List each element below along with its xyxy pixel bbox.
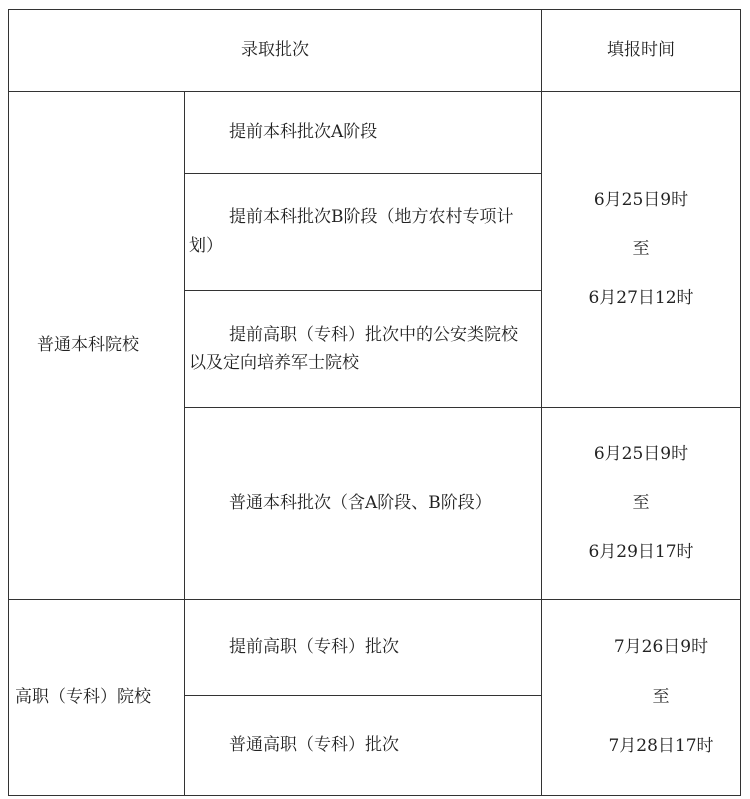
batch-label: 提前高职（专科）批次中的公安类院校以及定向培养军士院校 [189, 324, 518, 374]
batch-cell [185, 695, 542, 795]
batch-cell [185, 599, 542, 695]
time-start: 6月25日9时 [593, 189, 689, 210]
admission-schedule-table [8, 9, 741, 796]
table-row [9, 599, 741, 695]
batch-label: 提前本科批次B阶段（地方农村专项计划） [189, 207, 514, 257]
batch-cell [185, 92, 542, 174]
time-cell [542, 408, 741, 599]
category-undergraduate: 普通本科院校 [9, 92, 185, 600]
header-batch: 录取批次 [9, 10, 542, 92]
time-separator: 至 [632, 492, 650, 513]
time-cell [542, 92, 741, 408]
time-cell [542, 599, 741, 795]
time-start: 7月26日9时 [613, 637, 709, 658]
time-end: 7月28日17时 [608, 736, 714, 756]
batch-label: 提前本科批次A阶段 [229, 122, 378, 143]
category-vocational: 高职（专科）院校 [9, 599, 185, 795]
batch-label: 普通高职（专科）批次 [229, 734, 399, 755]
table-header-row [9, 10, 741, 92]
header-time: 填报时间 [542, 10, 741, 92]
time-end: 6月27日12时 [588, 288, 694, 309]
batch-cell [185, 174, 542, 291]
batch-label: 提前高职（专科）批次 [229, 636, 399, 657]
table-row [9, 92, 741, 174]
time-separator: 至 [632, 239, 650, 260]
batch-cell [185, 291, 542, 408]
time-start: 6月25日9时 [593, 443, 689, 464]
time-separator: 至 [652, 686, 670, 707]
time-end: 6月29日17时 [588, 542, 694, 563]
batch-label: 普通本科批次（含A阶段、B阶段） [229, 493, 492, 514]
batch-cell [185, 408, 542, 599]
